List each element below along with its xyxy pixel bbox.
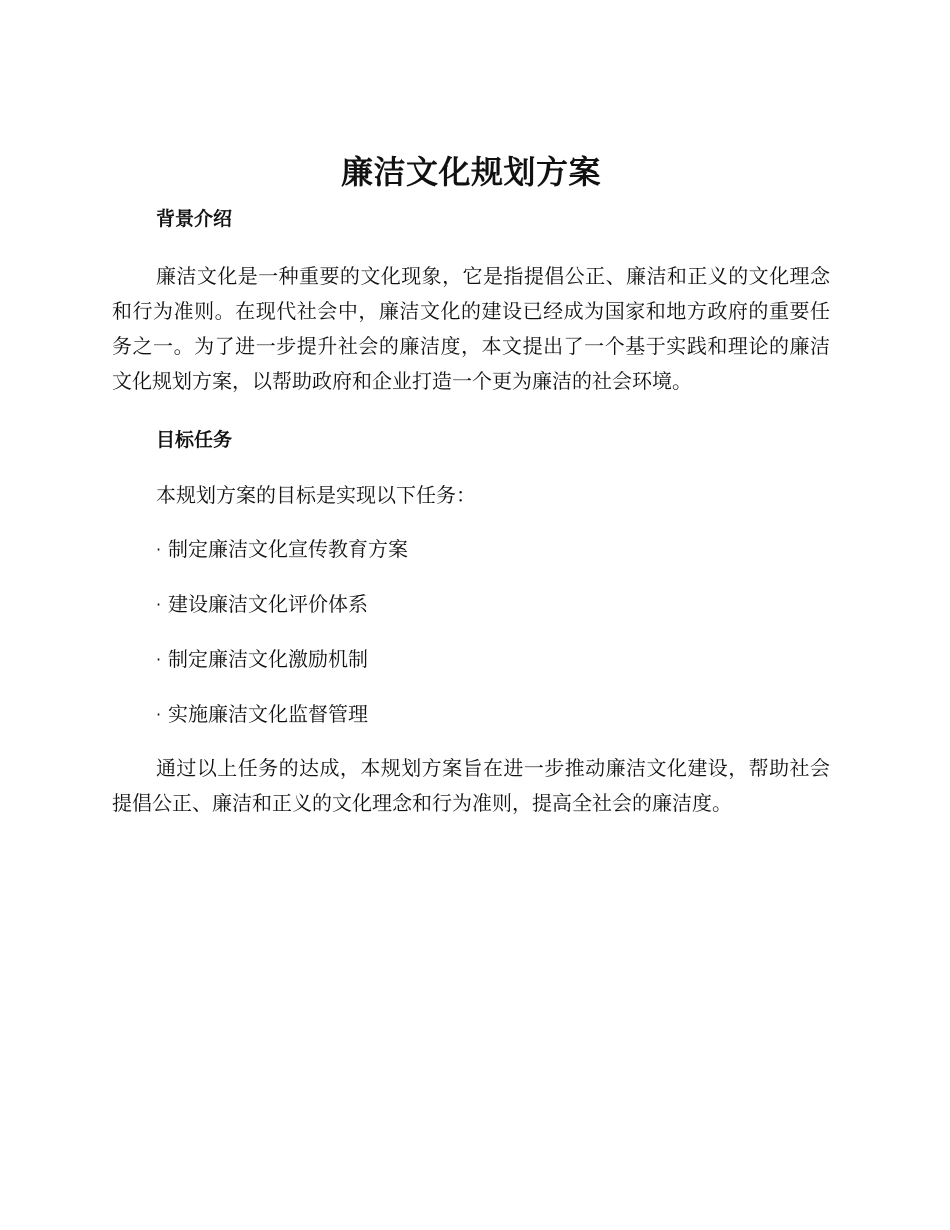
page-title: 廉洁文化规划方案: [340, 153, 601, 191]
summary-paragraph: 通过以上任务的达成，本规划方案旨在进一步推动廉洁文化建设，帮助社会提倡公正、廉洁和正义的文化理念和行为准则，提高全社会的廉洁度。: [112, 756, 830, 815]
bullet-icon: ·: [156, 650, 162, 669]
section-heading-goals: 目标任务: [156, 429, 233, 451]
task-text: 建设廉洁文化评价体系: [168, 592, 368, 616]
list-item: [112, 587, 830, 622]
bullet-icon: ·: [156, 540, 162, 559]
bullet-icon: ·: [156, 705, 162, 724]
background-paragraph: 廉洁文化是一种重要的文化现象，它是指提倡公正、廉洁和正义的文化理念和行为准则。在现代社会中，廉洁文化的建设已经成为国家和地方政府的重要任务之一。为了进一步提升社会的廉洁度，本文提出了一个基于实践和理论的廉洁文化规划方案，以帮助政府和企业打造一个更为廉洁的社会环境。: [112, 264, 830, 393]
bullet-icon: ·: [156, 595, 162, 614]
goals-intro-paragraph: 本规划方案的目标是实现以下任务：: [156, 483, 476, 507]
list-item: [112, 697, 830, 732]
task-text: 制定廉洁文化激励机制: [168, 647, 368, 671]
section-heading-background: 背景介绍: [156, 208, 233, 230]
list-item: [112, 642, 830, 677]
task-text: 实施廉洁文化监督管理: [168, 702, 368, 726]
task-text: 制定廉洁文化宣传教育方案: [168, 537, 408, 561]
list-item: [112, 532, 830, 567]
document-content: [112, 150, 830, 821]
task-list: [112, 532, 830, 732]
